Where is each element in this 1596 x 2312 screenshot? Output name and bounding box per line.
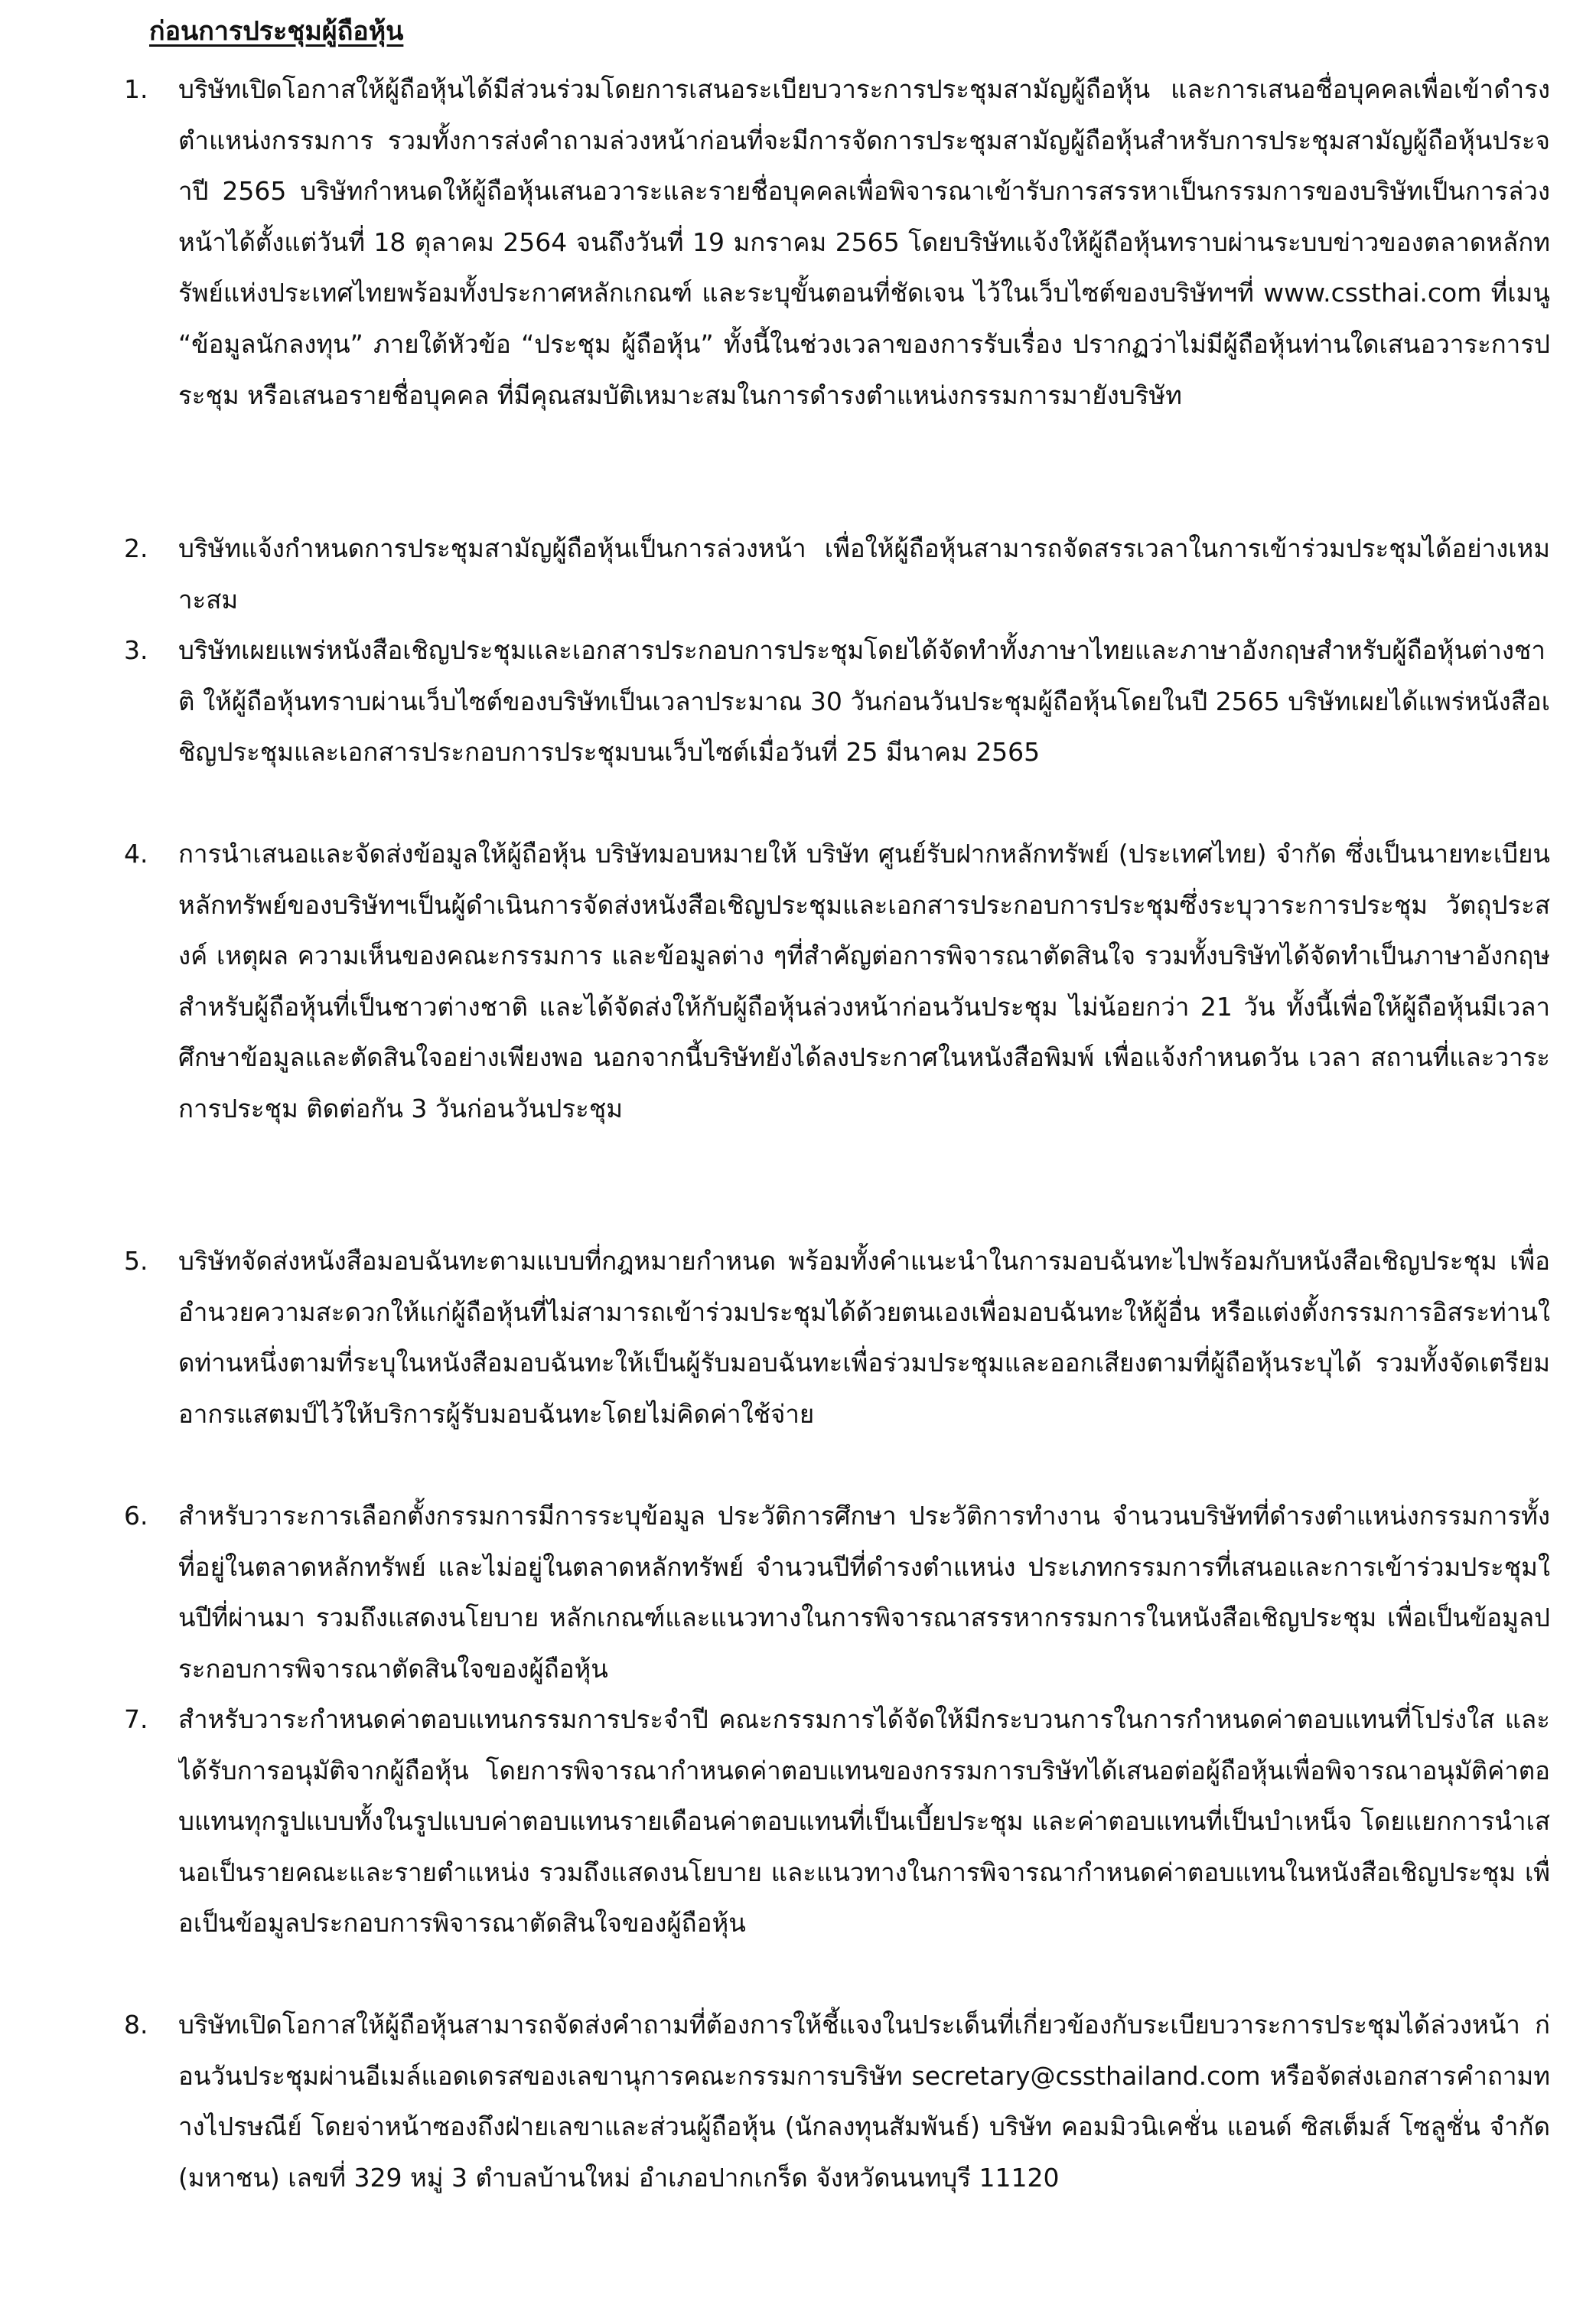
list-item xyxy=(0,829,1596,1236)
list-item-text: สำหรับวาระกำหนดค่าตอบแทนกรรมการประจำปี คณะกรรมการได้จัดให้มีกระบวนการในการกำหนดค่าตอบแทนที่โปร่งใส และได้รับการอนุมัติจากผู้ถือหุ้น โดยการพิจารณากำหนดค่าตอบแทนของกรรมการบริษัทได้เสนอต่อผู้ถือหุ้นเพื่อพิจารณาอนุมัติค่าตอบแทนทุกรูปแบบทั้งในรูปแบบค่าตอบแทนรายเดือนค่าตอบแทนที่เป็นเบี้ยประชุม และค่าตอบแทนที่เป็นบำเหน็จ โดยแยกการนำเสนอเป็นรายคณะและรายตำแหน่ง รวมถึงแสดงนโยบาย และแนวทางในการพิจารณากำหนดค่าตอบแทนในหนังสือเชิญประชุม เพื่อเป็นข้อมูลประกอบการพิจารณาตัดสินใจของผู้ถือหุ้น xyxy=(178,1704,1550,1939)
list-item-number: 1. xyxy=(124,74,148,104)
list-item-number: 6. xyxy=(124,1501,148,1531)
list-item-text: บริษัทแจ้งกำหนดการประชุมสามัญผู้ถือหุ้นเป็นการล่วงหน้า เพื่อให้ผู้ถือหุ้นสามารถจัดสรรเวลาในการเข้าร่วมประชุมได้อย่างเหมาะสม xyxy=(178,533,1550,615)
list-item-number: 5. xyxy=(124,1246,148,1276)
list-item-text: สำหรับวาระการเลือกตั้งกรรมการมีการระบุข้อมูล ประวัติการศึกษา ประวัติการทำงาน จำนวนบริษัทที่ดำรงตำแหน่งกรรมการทั้งที่อยู่ในตลาดหลักทรัพย์ และไม่อยู่ในตลาดหลักทรัพย์ จำนวนปีที่ดำรงตำแหน่ง ประเภทกรรมการที่เสนอและการเข้าร่วมประชุมในปีที่ผ่านมา รวมถึงแสดงนโยบาย หลักเกณฑ์และแนวทางในการพิจารณาสรรหากรรมการในหนังสือเชิญประชุม เพื่อเป็นข้อมูลประกอบการพิจารณาตัดสินใจของผู้ถือหุ้น xyxy=(178,1501,1550,1684)
list-item-number: 2. xyxy=(124,533,148,563)
list-item xyxy=(0,625,1596,829)
list-item-number: 7. xyxy=(124,1704,148,1734)
list-item xyxy=(0,64,1596,523)
section-heading: ก่อนการประชุมผู้ถือหุ้น xyxy=(149,16,404,47)
list-item xyxy=(0,1236,1596,1491)
list-item xyxy=(0,1491,1596,1694)
list-item-text: การนำเสนอและจัดส่งข้อมูลให้ผู้ถือหุ้น บริษัทมอบหมายให้ บริษัท ศูนย์รับฝากหลักทรัพย์ (ประเทศไทย) จำกัด ซึ่งเป็นนายทะเบียนหลักทรัพย์ของบริษัทฯเป็นผู้ดำเนินการจัดส่งหนังสือเชิญประชุมและเอกสารประกอบการประชุมซึ่งระบุวาระการประชุม วัตถุประสงค์ เหตุผล ความเห็นของคณะกรรมการ และข้อมูลต่าง ๆที่สำคัญต่อการพิจารณาตัดสินใจ รวมทั้งบริษัทได้จัดทำเป็นภาษาอังกฤษสำหรับผู้ถือหุ้นที่เป็นชาวต่างชาติ และได้จัดส่งให้กับผู้ถือหุ้นล่วงหน้าก่อนวันประชุม ไม่น้อยกว่า 21 วัน ทั้งนี้เพื่อให้ผู้ถือหุ้นมีเวลาศึกษาข้อมูลและตัดสินใจอย่างเพียงพอ นอกจากนี้บริษัทยังได้ลงประกาศในหนังสือพิมพ์ เพื่อแจ้งกำหนดวัน เวลา สถานที่และวาระการประชุม ติดต่อกัน 3 วันก่อนวันประชุม xyxy=(178,839,1550,1123)
numbered-list xyxy=(0,64,1596,2255)
list-item-text: บริษัทเผยแพร่หนังสือเชิญประชุมและเอกสารประกอบการประชุมโดยได้จัดทำทั้งภาษาไทยและภาษาอังกฤษสำหรับผู้ถือหุ้นต่างชาติ ให้ผู้ถือหุ้นทราบผ่านเว็บไซต์ของบริษัทเป็นเวลาประมาณ 30 วันก่อนวันประชุมผู้ถือหุ้นโดยในปี 2565 บริษัทเผยได้แพร่หนังสือเชิญประชุมและเอกสารประกอบการประชุมบนเว็บไซต์เมื่อวันที่ 25 มีนาคม 2565 xyxy=(178,635,1550,768)
list-item-text: บริษัทเปิดโอกาสให้ผู้ถือหุ้นสามารถจัดส่งคำถามที่ต้องการให้ชี้แจงในประเด็นที่เกี่ยวข้องกับระเบียบวาระการประชุมได้ล่วงหน้า ก่อนวันประชุมผ่านอีเมล์แอดเดรสของเลขานุการคณะกรรมการบริษัท secretary@cssthailand.com หรือจัดส่งเอกสารคำถามทางไปรษณีย์ โดยจ่าหน้าซองถึงฝ่ายเลขาและส่วนผู้ถือหุ้น (นักลงทุนสัมพันธ์) บริษัท คอมมิวนิเคชั่น แอนด์ ซิสเต็มส์ โซลูชั่น จำกัด (มหาชน) เลขที่ 329 หมู่ 3 ตำบลบ้านใหม่ อำเภอปากเกร็ด จังหวัดนนทบุรี 11120 xyxy=(178,2010,1550,2193)
list-item-text: บริษัทเปิดโอกาสให้ผู้ถือหุ้นได้มีส่วนร่วมโดยการเสนอระเบียบวาระการประชุมสามัญผู้ถือหุ้น และการเสนอชื่อบุคคลเพื่อเข้าดำรงตำแหน่งกรรมการ รวมทั้งการส่งคำถามล่วงหน้าก่อนที่จะมีการจัดการประชุมสามัญผู้ถือหุ้นสำหรับการประชุมสามัญผู้ถือหุ้นประจำปี 2565 บริษัทกำหนดให้ผู้ถือหุ้นเสนอวาระและรายชื่อบุคคลเพื่อพิจารณาเข้ารับการสรรหาเป็นกรรมการของบริษัทเป็นการล่วงหน้าได้ตั้งแต่วันที่ 18 ตุลาคม 2564 จนถึงวันที่ 19 มกราคม 2565 โดยบริษัทแจ้งให้ผู้ถือหุ้นทราบผ่านระบบข่าวของตลาดหลักทรัพย์แห่งประเทศไทยพร้อมทั้งประกาศหลักเกณฑ์ และระบุขั้นตอนที่ชัดเจน ไว้ในเว็บไซต์ของบริษัทฯที่ www.cssthai.com ที่เมนู “ข้อมูลนักลงทุน” ภายใต้หัวข้อ “ประชุม ผู้ถือหุ้น” ทั้งนี้ในช่วงเวลาของการรับเรื่อง ปรากฏว่าไม่มีผู้ถือหุ้นท่านใดเสนอวาระการประชุม หรือเสนอรายชื่อบุคคล ที่มีคุณสมบัติเหมาะสมในการดำรงตำแหน่งกรรมการมายังบริษัท xyxy=(178,74,1550,410)
list-item-text: บริษัทจัดส่งหนังสือมอบฉันทะตามแบบที่กฎหมายกำหนด พร้อมทั้งคำแนะนำในการมอบฉันทะไปพร้อมกับหนังสือเชิญประชุม เพื่ออำนวยความสะดวกให้แก่ผู้ถือหุ้นที่ไม่สามารถเข้าร่วมประชุมได้ด้วยตนเองเพื่อมอบฉันทะให้ผู้อื่น หรือแต่งตั้งกรรมการอิสระท่านใดท่านหนึ่งตามที่ระบุในหนังสือมอบฉันทะให้เป็นผู้รับมอบฉันทะเพื่อร่วมประชุมและออกเสียงตามที่ผู้ถือหุ้นระบุได้ รวมทั้งจัดเตรียมอากรแสตมป์ไว้ให้บริการผู้รับมอบฉันทะโดยไม่คิดค่าใช้จ่าย xyxy=(178,1246,1550,1429)
list-item xyxy=(0,523,1596,625)
list-item-number: 4. xyxy=(124,839,148,869)
list-item-number: 8. xyxy=(124,2010,148,2040)
list-item-number: 3. xyxy=(124,635,148,665)
list-item xyxy=(0,1694,1596,2000)
list-item xyxy=(0,2000,1596,2255)
